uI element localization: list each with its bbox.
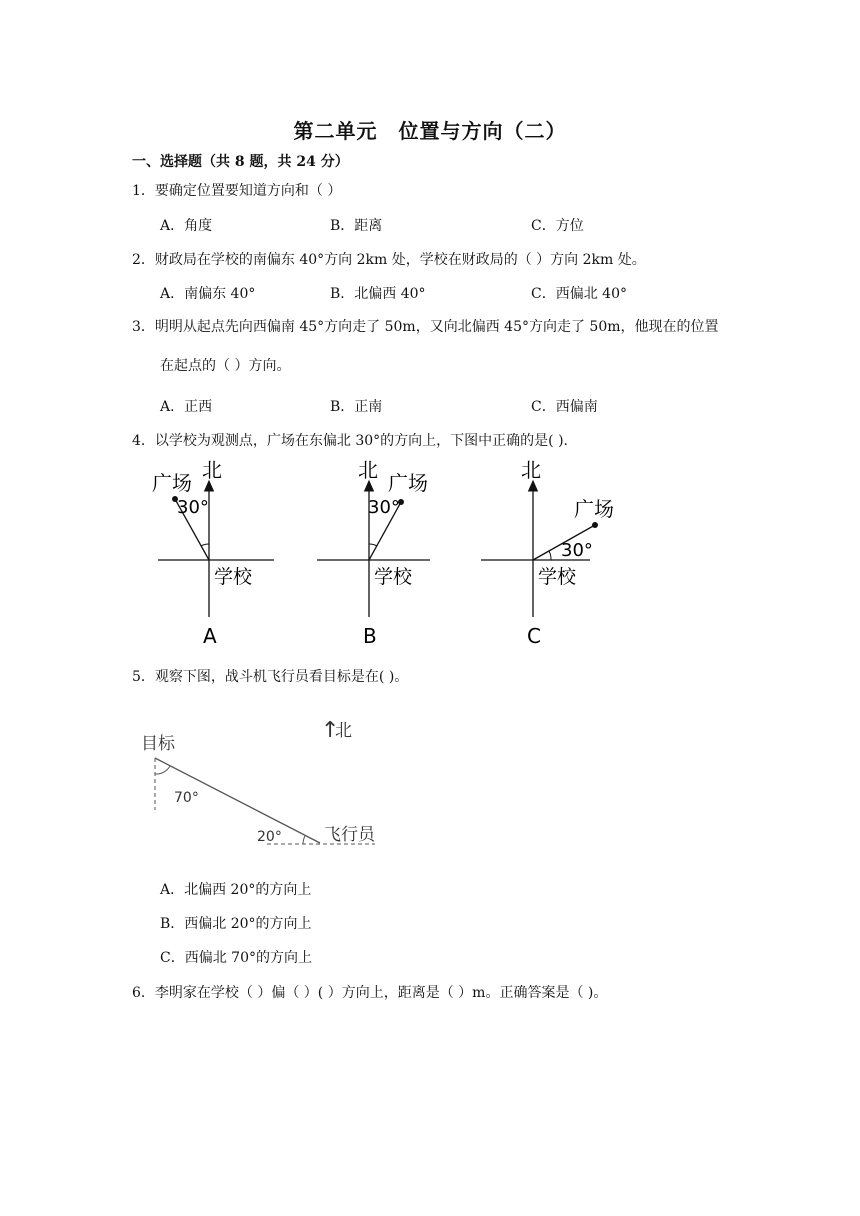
q5-angle-bottom-label: 20° — [257, 829, 282, 845]
figure-c-school-label: 学校 — [538, 566, 577, 588]
section-heading: 一、选择题（共 8 题，共 24 分） — [132, 154, 349, 170]
figure-a-school-label: 学校 — [214, 566, 253, 588]
figure-a-angle-arc — [201, 544, 209, 546]
figure-c-angle-label: 30° — [561, 540, 593, 561]
q5-option-c: C．西偏北 70°的方向上 — [160, 950, 312, 966]
figure-b-label: B — [363, 624, 377, 648]
q4-figures — [140, 455, 640, 650]
figure-b-angle-arc — [369, 544, 377, 546]
q5-north-arrow: ↑ — [321, 718, 340, 743]
q5-angle-arc-bottom — [303, 836, 305, 844]
question-4: 4．以学校为观测点，广场在东偏北 30°的方向上，下图中正确的是( ). — [132, 433, 568, 449]
q1-option-a: A．角度 — [160, 218, 213, 234]
figure-a-north-label: 北 — [202, 458, 222, 482]
q5-option-b: B．西偏北 20°的方向上 — [160, 916, 312, 932]
figure-c-angle-arc — [549, 551, 551, 560]
question-2: 2．财政局在学校的南偏东 40°方向 2km 处，学校在财政局的（ ）方向 2km 处。 — [132, 252, 646, 268]
q2-option-b: B．北偏西 40° — [330, 286, 426, 302]
figure-b-angle-label: 30° — [368, 497, 400, 518]
q5-angle-top-label: 70° — [174, 790, 199, 806]
figure-a — [152, 458, 274, 648]
page-title: 第二单元 位置与方向（二） — [293, 119, 567, 143]
question-6: 6．李明家在学校（ ）偏（ ）( ）方向上，距离是（ ）m。正确答案是（ )。 — [132, 985, 608, 1001]
q5-north-label: 北 — [335, 721, 352, 741]
q5-option-a: A．北偏西 20°的方向上 — [160, 882, 312, 898]
figure-b — [317, 458, 430, 648]
question-3-line1: 3．明明从起点先向西偏南 45°方向走了 50m，又向北偏西 45°方向走了 50m，他现在的位置 — [132, 319, 719, 335]
figure-c-label: C — [527, 624, 541, 648]
q5-angle-arc-top — [155, 766, 170, 774]
question-1: 1．要确定位置要知道方向和（ ） — [132, 183, 342, 199]
q5-pilot-label: 飞行员 — [324, 825, 375, 845]
q5-figure — [135, 712, 395, 852]
figure-c-plaza-dot — [592, 522, 598, 528]
q2-option-a: A．南偏东 40° — [160, 286, 256, 302]
question-3-line2: 在起点的（ ）方向。 — [160, 358, 291, 374]
q1-option-c: C．方位 — [531, 218, 584, 234]
q3-option-b: B．正南 — [330, 399, 383, 415]
q3-option-c: C．西偏南 — [531, 399, 598, 415]
question-5: 5．观察下图，战斗机飞行员看目标是在( )。 — [132, 669, 409, 685]
figure-a-angle-label: 30° — [177, 497, 209, 518]
figure-b-school-label: 学校 — [374, 566, 413, 588]
figure-c-north-label: 北 — [521, 458, 541, 482]
figure-b-plaza-label: 广场 — [388, 471, 428, 495]
q3-option-a: A．正西 — [160, 399, 213, 415]
figure-c-plaza-label: 广场 — [574, 497, 614, 521]
q2-option-c: C．西偏北 40° — [531, 286, 627, 302]
q1-option-b: B．距离 — [330, 218, 383, 234]
figure-a-plaza-label: 广场 — [152, 471, 192, 495]
figure-a-label: A — [203, 624, 217, 648]
q5-target-label: 目标 — [141, 734, 175, 754]
figure-b-north-label: 北 — [358, 458, 378, 482]
figure-c — [481, 458, 614, 648]
